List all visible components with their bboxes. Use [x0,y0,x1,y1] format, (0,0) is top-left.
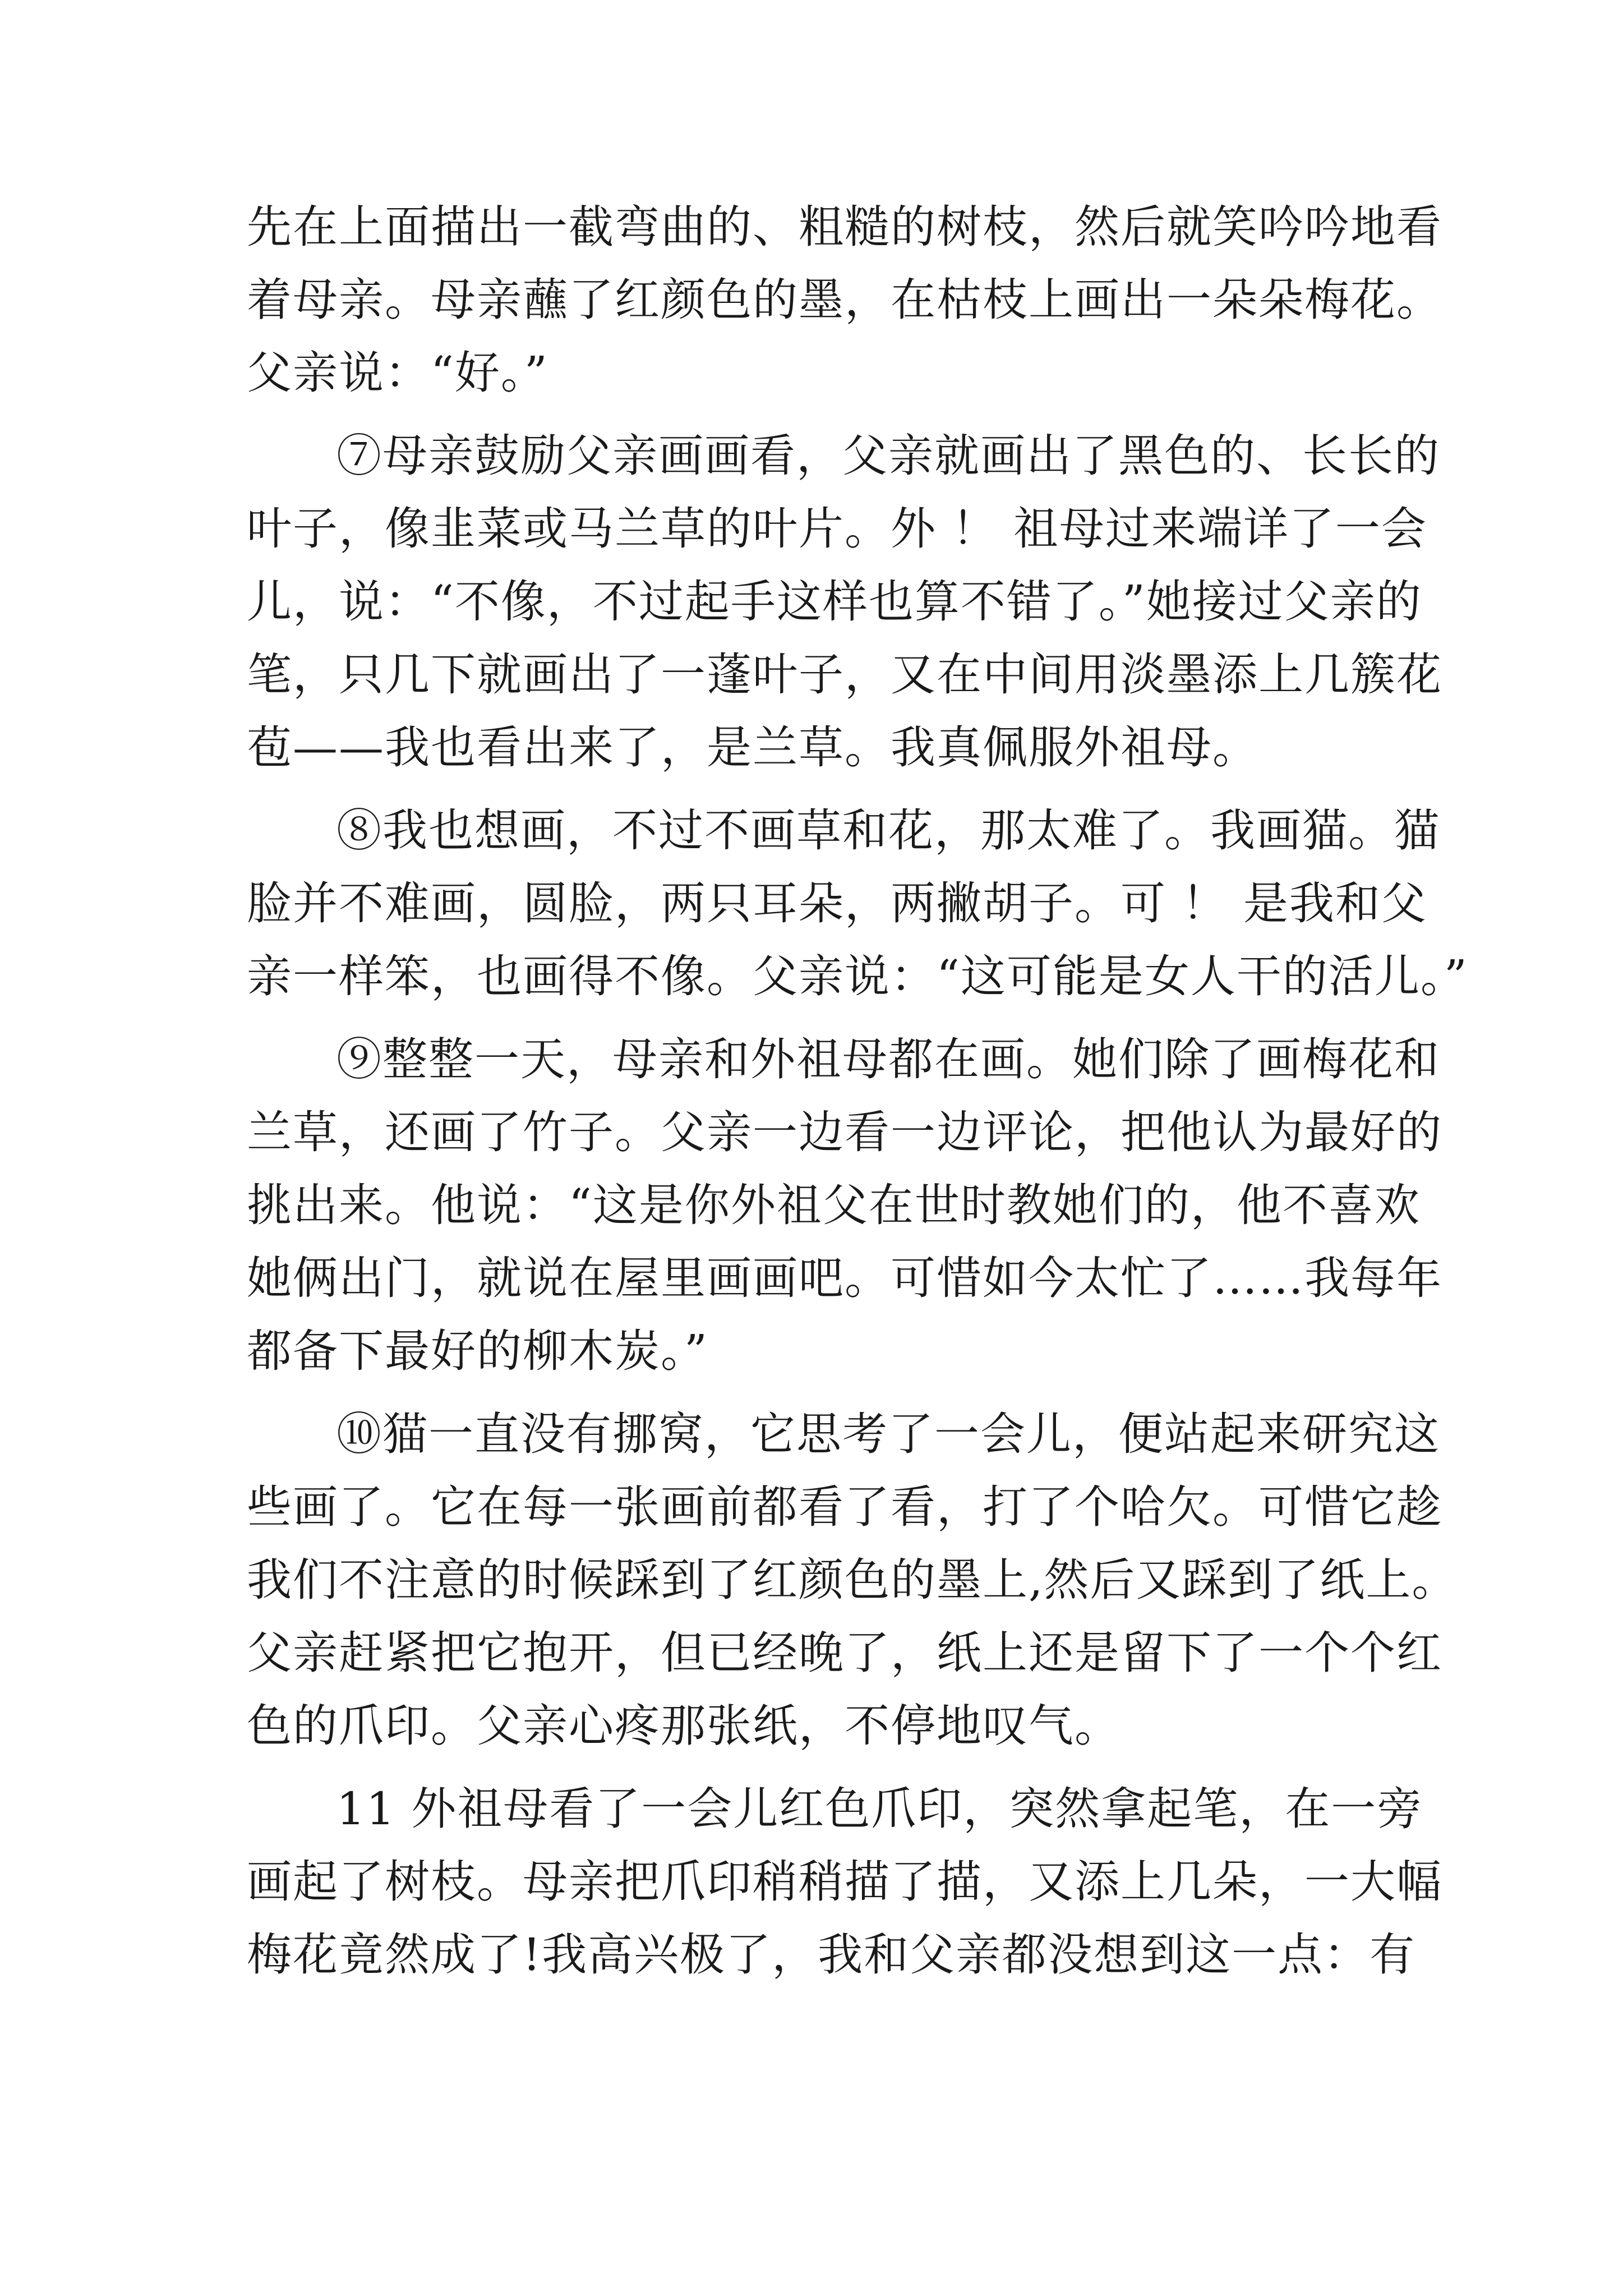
text-line: 脸并不难画，圆脸，两只耳朵，两撇胡子。可 ！ 是我和父 [247,877,1427,930]
text-line: 梅花竟然成了!我高兴极了，我和父亲都没想到这一点：有 [247,1929,1416,1981]
text-line: 亲一样笨，也画得不像。父亲说：“这可能是女人干的活儿。” [247,950,1468,1002]
paragraph-7 [247,420,1442,784]
text-line: 色的爪印。父亲心疼那张纸，不停地叹气。 [247,1700,1121,1752]
text-line: ⑨整整一天，母亲和外祖母都在画。她们除了画梅花和 [336,1033,1440,1085]
paragraph-gap [247,784,1391,794]
text-line: 儿，说：“不像，不过起手这样也算不错了。”她接过父亲的 [247,576,1422,628]
text-line: ⑩猫一直没有挪窝，它思考了一会儿，便站起来研究这 [336,1408,1440,1460]
text-line: 挑出来。他说：“这是你外祖父在世时教她们的，他不喜欢 [247,1179,1421,1231]
text-line: 兰草，还画了竹子。父亲一边看一边评论，把他认为最好的 [247,1106,1442,1158]
text-line: 叶子，像韭菜或马兰草的叶片。外 ！ 祖母过来端详了一会 [247,503,1427,555]
text-line: 父亲说：“好。” [247,347,548,399]
text-line: 她俩出门，就说在屋里画画吧。可惜如今太忙了……我每年 [247,1252,1442,1304]
paragraph-gap [247,1013,1391,1023]
text-line: ⑦母亲鼓励父亲画画看，父亲就画出了黑色的、长长的 [336,430,1440,482]
paragraph-8 [247,794,1468,1013]
paragraph-6-tail [247,191,1442,409]
paragraph-gap [247,1763,1391,1773]
text-line: 11 外祖母看了一会儿红色爪印，突然拿起笔，在一旁 [336,1783,1423,1835]
text-line: 都备下最好的柳木炭。” [247,1325,708,1377]
text-line: 父亲赶紧把它抱开，但已经晚了，纸上还是留下了一个个红 [247,1627,1442,1679]
text-line: 些画了。它在每一张画前都看了看，打了个哈欠。可惜它趁 [247,1481,1442,1533]
text-line: 先在上面描出一截弯曲的、粗糙的树枝，然后就笑吟吟地看 [247,201,1442,253]
document-body [247,191,1468,1991]
paragraph-9 [247,1023,1442,1388]
paragraph-gap [247,409,1391,420]
text-line: 着母亲。母亲蘸了红颜色的墨，在枯枝上画出一朵朵梅花。 [247,274,1442,326]
text-line: ⑧我也想画，不过不画草和花，那太难了。我画猫。猫 [336,804,1440,857]
text-line: 笔，只几下就画出了一蓬叶子，又在中间用淡墨添上几簇花 [247,648,1442,701]
text-line: 我们不注意的时候踩到了红颜色的墨上,然后又踩到了纸上。 [247,1554,1458,1606]
text-line: 画起了树枝。母亲把爪印稍稍描了描，又添上几朵，一大幅 [247,1856,1442,1908]
paragraph-gap [247,1388,1391,1398]
paragraph-11 [247,1773,1442,1991]
text-line: 苞——我也看出来了，是兰草。我真佩服外祖母。 [247,721,1258,774]
paragraph-10 [247,1398,1458,1763]
